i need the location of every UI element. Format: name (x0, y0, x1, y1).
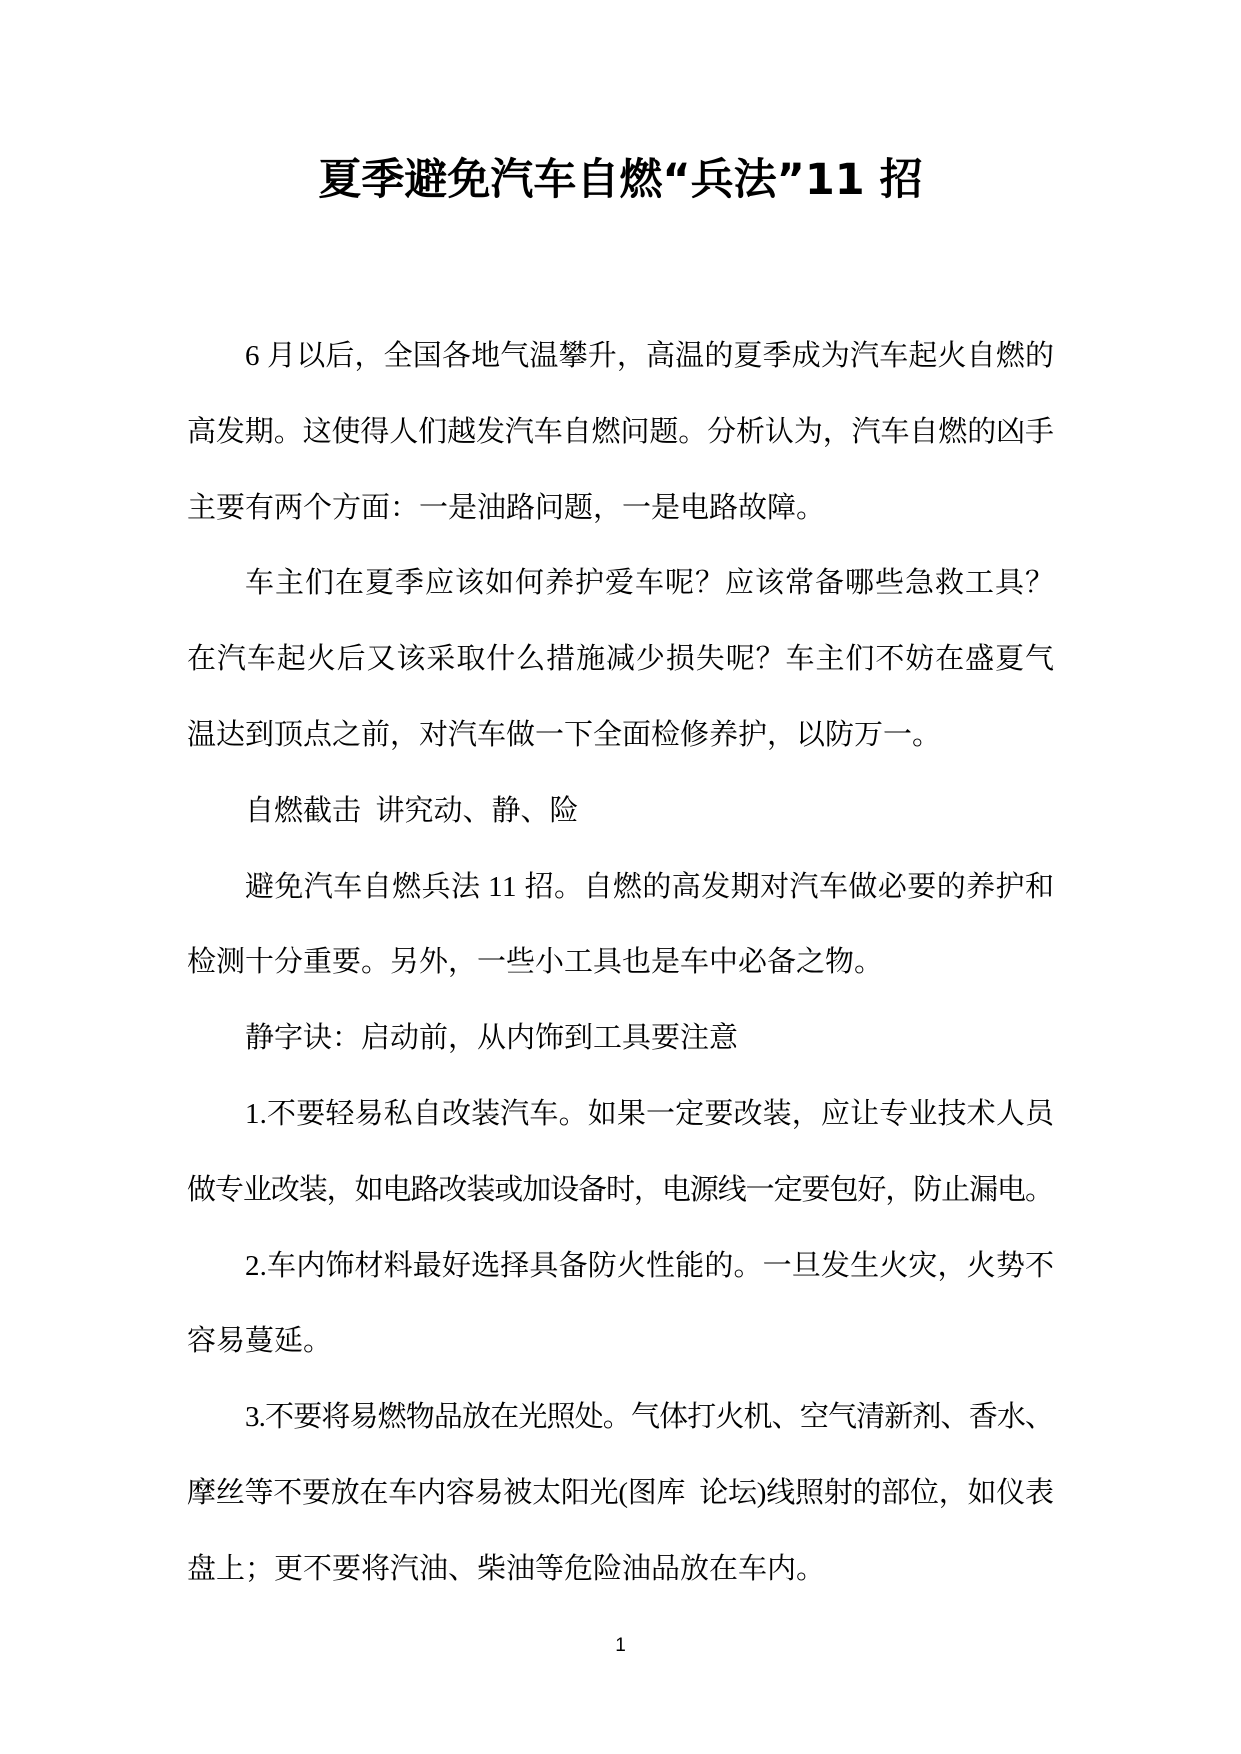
text-line: 盘上；更不要将汽油、柴油等危险油品放在车内。 (187, 1552, 826, 1585)
subsection-heading (187, 1001, 1054, 1077)
tip-1-paragraph (187, 1077, 1054, 1229)
text-line: 检测十分重要。另外，一些小工具也是车中必备之物。 (187, 946, 884, 979)
text-line: 温达到顶点之前，对汽车做一下全面检修养护，以防万一。 (187, 718, 942, 751)
text-line: 车主们在夏季应该如何养护爱车呢？应该常备哪些急救工具？ (245, 567, 1055, 600)
text-line: 静字诀：启动前，从内饰到工具要注意 (245, 1022, 739, 1055)
text-line: 1.不要轻易私自改装汽车。如果一定要改装，应让专业技术人员 (245, 1097, 1055, 1130)
text-line: 避免汽车自燃兵法 11 招。自燃的高发期对汽车做必要的养护和 (245, 870, 1055, 903)
tip-2-paragraph (187, 1229, 1054, 1381)
text-line: 主要有两个方面：一是油路问题，一是电路故障。 (187, 491, 826, 524)
question-paragraph (187, 546, 1054, 773)
text-line: 做专业改装，如电路改装或加设备时，电源线一定要包好，防止漏电。 (187, 1173, 1053, 1206)
text-line: 在汽车起火后又该采取什么措施减少损失呢？车主们不妨在盛夏气 (187, 643, 1055, 676)
page-number: 1 (615, 1635, 626, 1656)
text-line: 摩丝等不要放在车内容易被太阳光(图库 论坛)线照射的部位，如仪表 (187, 1476, 1054, 1509)
summary-paragraph (187, 850, 1054, 1002)
text-line: 自燃截击 讲究动、静、险 (245, 794, 579, 827)
intro-paragraph (187, 319, 1054, 546)
document-title: 夏季避免汽车自燃“兵法”11 招 (318, 155, 923, 205)
text-line: 6 月以后，全国各地气温攀升，高温的夏季成为汽车起火自燃的 (245, 340, 1055, 372)
text-line: 高发期。这使得人们越发汽车自燃问题。分析认为，汽车自燃的凶手 (187, 415, 1054, 448)
section-heading (187, 774, 1054, 850)
tip-3-paragraph (187, 1380, 1054, 1607)
text-line: 2.车内饰材料最好选择具备防火性能的。一旦发生火灾，火势不 (245, 1249, 1055, 1282)
text-line: 3.不要将易燃物品放在光照处。气体打火机、空气清新剂、香水、 (245, 1401, 1054, 1434)
document-body (187, 319, 1054, 1608)
text-line: 容易蔓延。 (187, 1325, 333, 1358)
